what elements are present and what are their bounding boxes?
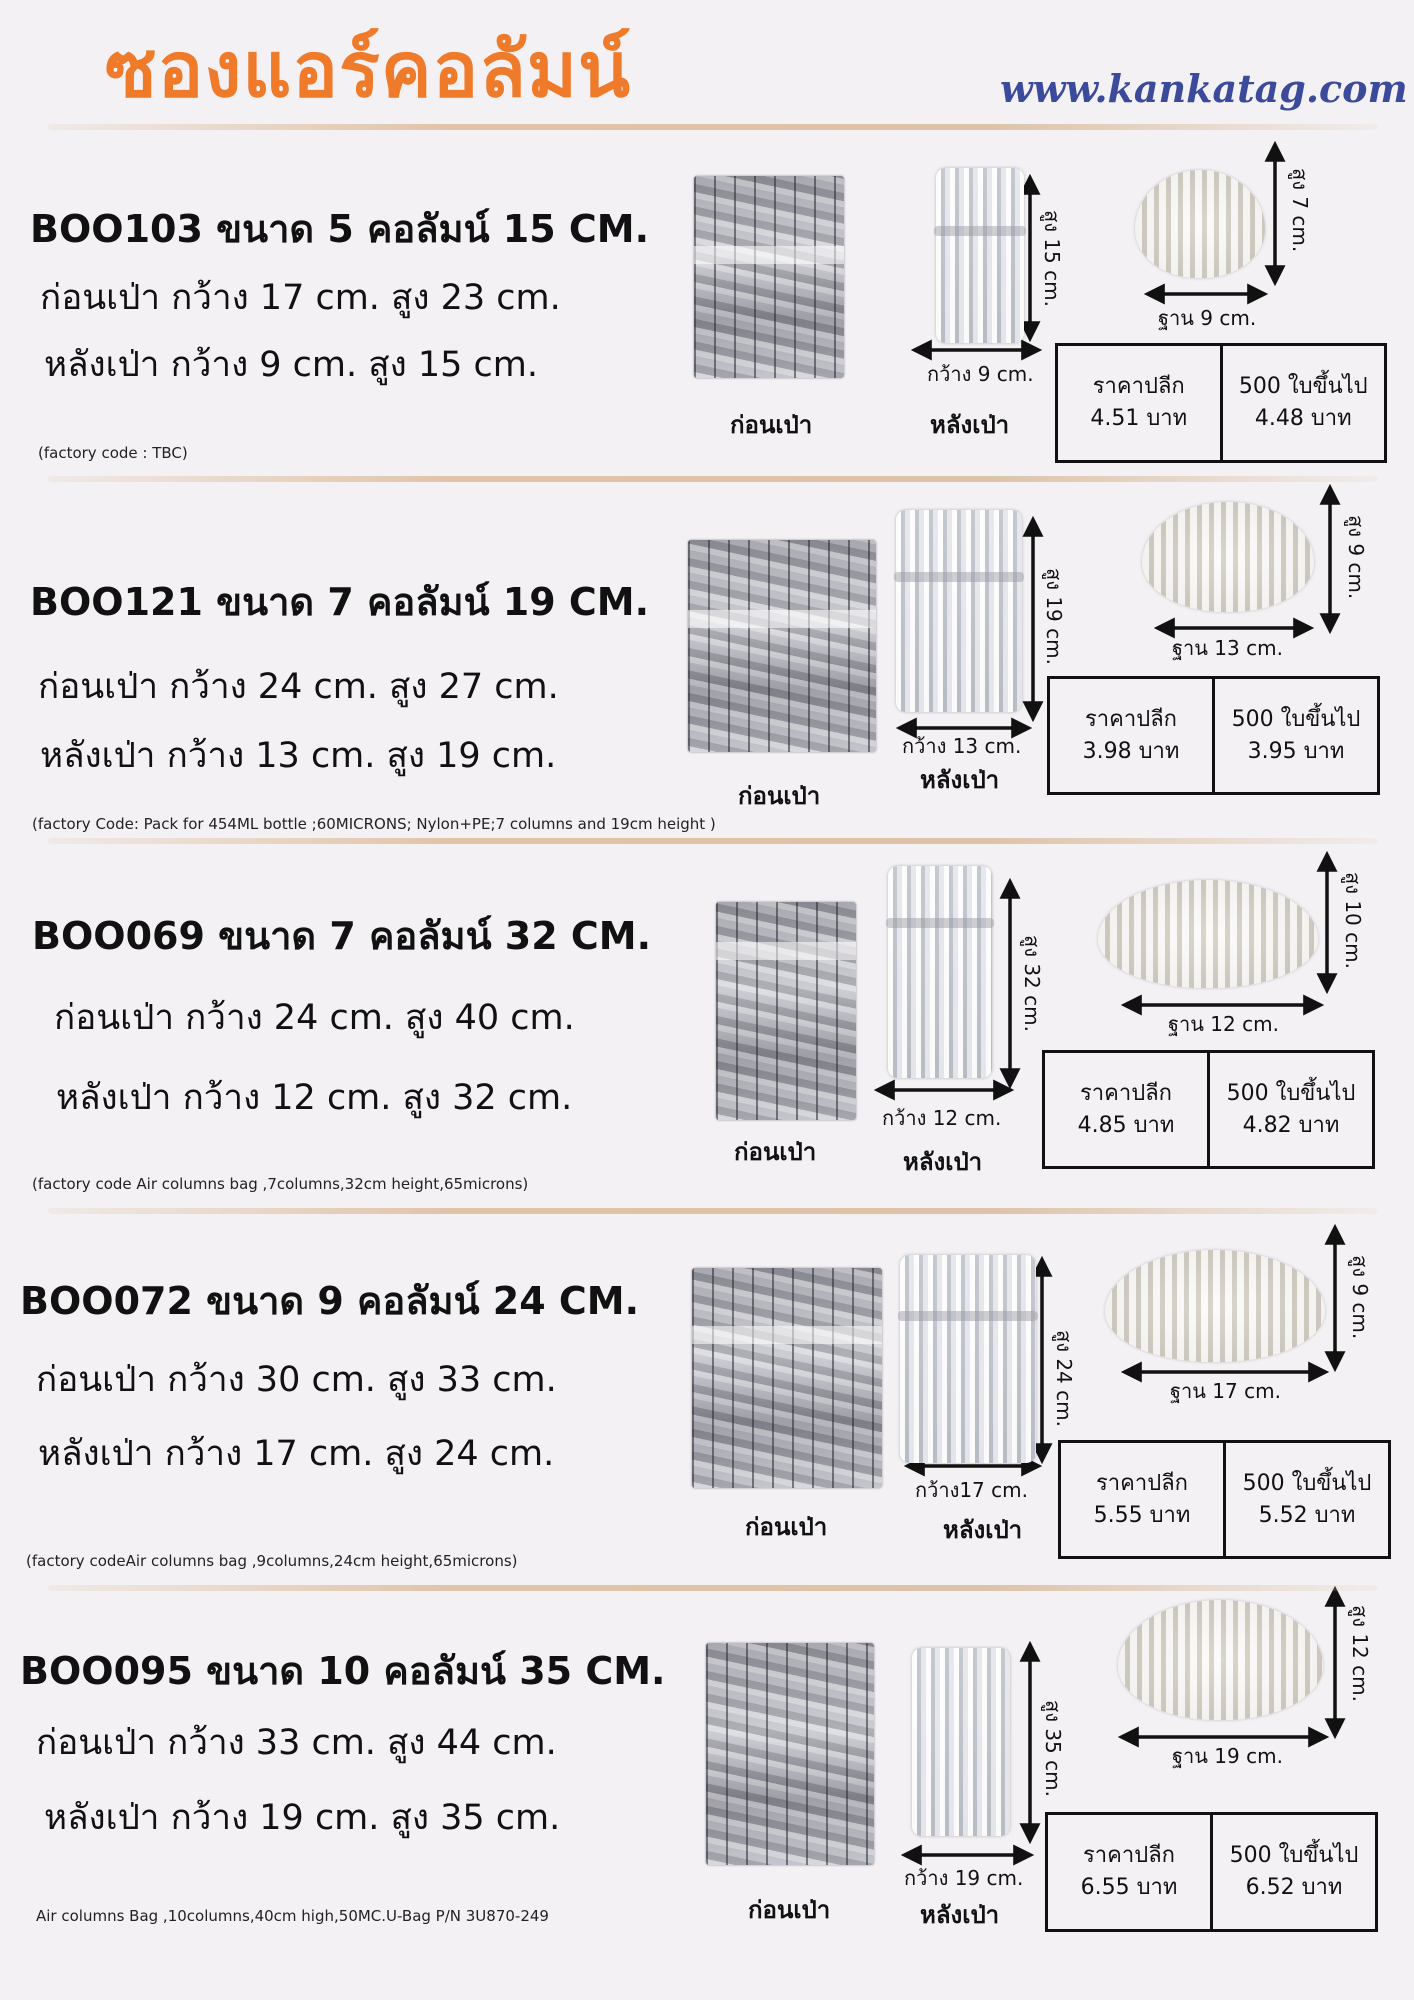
price-table bbox=[1058, 1440, 1391, 1559]
product-code-title: BOO095 ขนาด 10 คอลัมน์ 35 CM. bbox=[20, 1649, 666, 1693]
price-table bbox=[1045, 1812, 1378, 1932]
inflated-bag-image bbox=[936, 168, 1024, 343]
retail-price-label: ราคาปลีก bbox=[1084, 706, 1177, 732]
price-table bbox=[1055, 343, 1387, 463]
after-inflation-spec: หลังเป่า กว้าง 12 cm. สูง 32 cm. bbox=[56, 1078, 573, 1118]
factory-code-note: (factory Code: Pack for 454ML bottle ;60MICRONS; Nylon+PE;7 columns and 19cm height ) bbox=[32, 815, 716, 833]
bulk-price-value: 3.95 บาท bbox=[1247, 738, 1345, 764]
top-base-label: ฐาน 17 cm. bbox=[1170, 1379, 1281, 1403]
after-width-label: กว้าง17 cm. bbox=[915, 1478, 1028, 1502]
bulk-price-label: 500 ใบขึ้นไป bbox=[1226, 1080, 1356, 1106]
inflated-bag-image bbox=[912, 1648, 1010, 1836]
bulk-price-cell bbox=[1220, 346, 1385, 460]
price-table bbox=[1042, 1050, 1375, 1169]
flat-bag-image bbox=[706, 1643, 874, 1865]
retail-price-label: ราคาปลีก bbox=[1092, 374, 1185, 400]
before-inflation-spec: ก่อนเป่า กว้าง 30 cm. สูง 33 cm. bbox=[36, 1360, 557, 1400]
bulk-price-value: 5.52 บาท bbox=[1258, 1502, 1356, 1528]
price-table bbox=[1047, 676, 1380, 795]
inflated-bag-top-image bbox=[1142, 502, 1314, 612]
factory-code-note: (factory code Air columns bag ,7columns,32cm height,65microns) bbox=[32, 1175, 529, 1193]
before-caption: ก่อนเป่า bbox=[730, 411, 813, 439]
before-inflation-spec: ก่อนเป่า กว้าง 17 cm. สูง 23 cm. bbox=[40, 278, 561, 318]
after-caption: หลังเป่า bbox=[903, 1148, 983, 1176]
top-height-label: สูง 9 cm. bbox=[1348, 1255, 1372, 1340]
flat-bag-image bbox=[692, 1268, 882, 1488]
retail-price-cell bbox=[1061, 1443, 1223, 1556]
after-width-label: กว้าง 12 cm. bbox=[882, 1106, 1002, 1130]
after-height-label: สูง 35 cm. bbox=[1041, 1700, 1065, 1797]
website-link[interactable]: www.kankatag.com bbox=[1000, 66, 1408, 111]
before-inflation-spec: ก่อนเป่า กว้าง 33 cm. สูง 44 cm. bbox=[36, 1723, 557, 1763]
after-width-label: กว้าง 13 cm. bbox=[902, 734, 1022, 758]
after-height-label: สูง 19 cm. bbox=[1042, 568, 1066, 665]
after-height-label: สูง 32 cm. bbox=[1020, 935, 1044, 1032]
top-base-label: ฐาน 13 cm. bbox=[1172, 636, 1283, 660]
after-caption: หลังเป่า bbox=[943, 1516, 1023, 1544]
inflated-bag-top-image bbox=[1118, 1600, 1323, 1720]
before-inflation-spec: ก่อนเป่า กว้าง 24 cm. สูง 40 cm. bbox=[54, 998, 575, 1038]
section-divider bbox=[48, 1585, 1378, 1591]
page-title: ซองแอร์คอลัมน์ bbox=[105, 25, 631, 114]
after-width-label: กว้าง 19 cm. bbox=[904, 1866, 1024, 1890]
retail-price-label: ราคาปลีก bbox=[1082, 1843, 1175, 1869]
before-inflation-spec: ก่อนเป่า กว้าง 24 cm. สูง 27 cm. bbox=[38, 667, 559, 707]
top-height-label: สูง 7 cm. bbox=[1288, 168, 1312, 253]
retail-price-label: ราคาปลีก bbox=[1095, 1470, 1188, 1496]
product-code-title: BOO103 ขนาด 5 คอลัมน์ 15 CM. bbox=[30, 207, 650, 251]
bulk-price-label: 500 ใบขึ้นไป bbox=[1242, 1470, 1372, 1496]
after-inflation-spec: หลังเป่า กว้าง 9 cm. สูง 15 cm. bbox=[44, 345, 538, 385]
after-caption: หลังเป่า bbox=[920, 1901, 1000, 1929]
bulk-price-value: 6.52 บาท bbox=[1245, 1875, 1343, 1900]
after-inflation-spec: หลังเป่า กว้าง 19 cm. สูง 35 cm. bbox=[44, 1798, 561, 1838]
before-caption: ก่อนเป่า bbox=[748, 1896, 831, 1924]
bulk-price-cell bbox=[1207, 1053, 1372, 1166]
before-caption: ก่อนเป่า bbox=[734, 1138, 817, 1166]
retail-price-cell bbox=[1048, 1815, 1210, 1929]
retail-price-value: 6.55 บาท bbox=[1080, 1875, 1178, 1900]
after-height-label: สูง 15 cm. bbox=[1040, 210, 1064, 307]
retail-price-label: ราคาปลีก bbox=[1079, 1080, 1172, 1106]
factory-code-note: (factory code : TBC) bbox=[38, 444, 188, 462]
flat-bag-image bbox=[688, 540, 876, 752]
after-inflation-spec: หลังเป่า กว้าง 13 cm. สูง 19 cm. bbox=[40, 736, 557, 776]
before-caption: ก่อนเป่า bbox=[738, 782, 821, 810]
bulk-price-label: 500 ใบขึ้นไป bbox=[1229, 1843, 1359, 1869]
product-code-title: BOO069 ขนาด 7 คอลัมน์ 32 CM. bbox=[32, 914, 652, 958]
retail-price-value: 4.85 บาท bbox=[1077, 1112, 1175, 1138]
retail-price-value: 5.55 บาท bbox=[1093, 1502, 1191, 1528]
after-caption: หลังเป่า bbox=[930, 411, 1010, 439]
factory-code-note: Air columns Bag ,10columns,40cm high,50MC.U-Bag P/N 3U870-249 bbox=[36, 1907, 549, 1925]
bulk-price-cell bbox=[1223, 1443, 1388, 1556]
retail-price-cell bbox=[1058, 346, 1220, 460]
bulk-price-value: 4.48 บาท bbox=[1254, 406, 1352, 431]
inflated-bag-top-image bbox=[1135, 170, 1265, 278]
factory-code-note: (factory codeAir columns bag ,9columns,24cm height,65microns) bbox=[26, 1552, 518, 1570]
retail-price-cell bbox=[1045, 1053, 1207, 1166]
retail-price-cell bbox=[1050, 679, 1212, 792]
top-base-label: ฐาน 19 cm. bbox=[1172, 1744, 1283, 1768]
top-height-label: สูง 10 cm. bbox=[1341, 872, 1365, 969]
top-base-label: ฐาน 12 cm. bbox=[1168, 1012, 1279, 1036]
inflated-bag-top-image bbox=[1105, 1250, 1325, 1362]
section-divider bbox=[48, 838, 1378, 844]
section-divider bbox=[48, 1208, 1378, 1214]
product-code-title: BOO072 ขนาด 9 คอลัมน์ 24 CM. bbox=[20, 1279, 640, 1323]
inflated-bag-image bbox=[896, 510, 1022, 712]
retail-price-value: 4.51 บาท bbox=[1090, 406, 1188, 431]
flat-bag-image bbox=[694, 176, 844, 378]
top-height-label: สูง 9 cm. bbox=[1344, 515, 1368, 600]
after-inflation-spec: หลังเป่า กว้าง 17 cm. สูง 24 cm. bbox=[38, 1434, 555, 1474]
after-height-label: สูง 24 cm. bbox=[1052, 1330, 1076, 1427]
after-width-label: กว้าง 9 cm. bbox=[927, 362, 1034, 386]
product-code-title: BOO121 ขนาด 7 คอลัมน์ 19 CM. bbox=[30, 580, 650, 624]
inflated-bag-image bbox=[900, 1255, 1036, 1463]
bulk-price-cell bbox=[1212, 679, 1377, 792]
bulk-price-label: 500 ใบขึ้นไป bbox=[1231, 706, 1361, 732]
inflated-bag-top-image bbox=[1098, 880, 1318, 988]
section-divider bbox=[48, 476, 1378, 482]
top-base-label: ฐาน 9 cm. bbox=[1158, 306, 1257, 330]
flat-bag-image bbox=[716, 902, 856, 1120]
bulk-price-label: 500 ใบขึ้นไป bbox=[1238, 374, 1368, 400]
before-caption: ก่อนเป่า bbox=[745, 1513, 828, 1541]
top-height-label: สูง 12 cm. bbox=[1348, 1605, 1372, 1702]
inflated-bag-image bbox=[888, 866, 992, 1078]
bulk-price-value: 4.82 บาท bbox=[1242, 1112, 1340, 1138]
after-caption: หลังเป่า bbox=[920, 766, 1000, 794]
bulk-price-cell bbox=[1210, 1815, 1375, 1929]
retail-price-value: 3.98 บาท bbox=[1082, 738, 1180, 764]
